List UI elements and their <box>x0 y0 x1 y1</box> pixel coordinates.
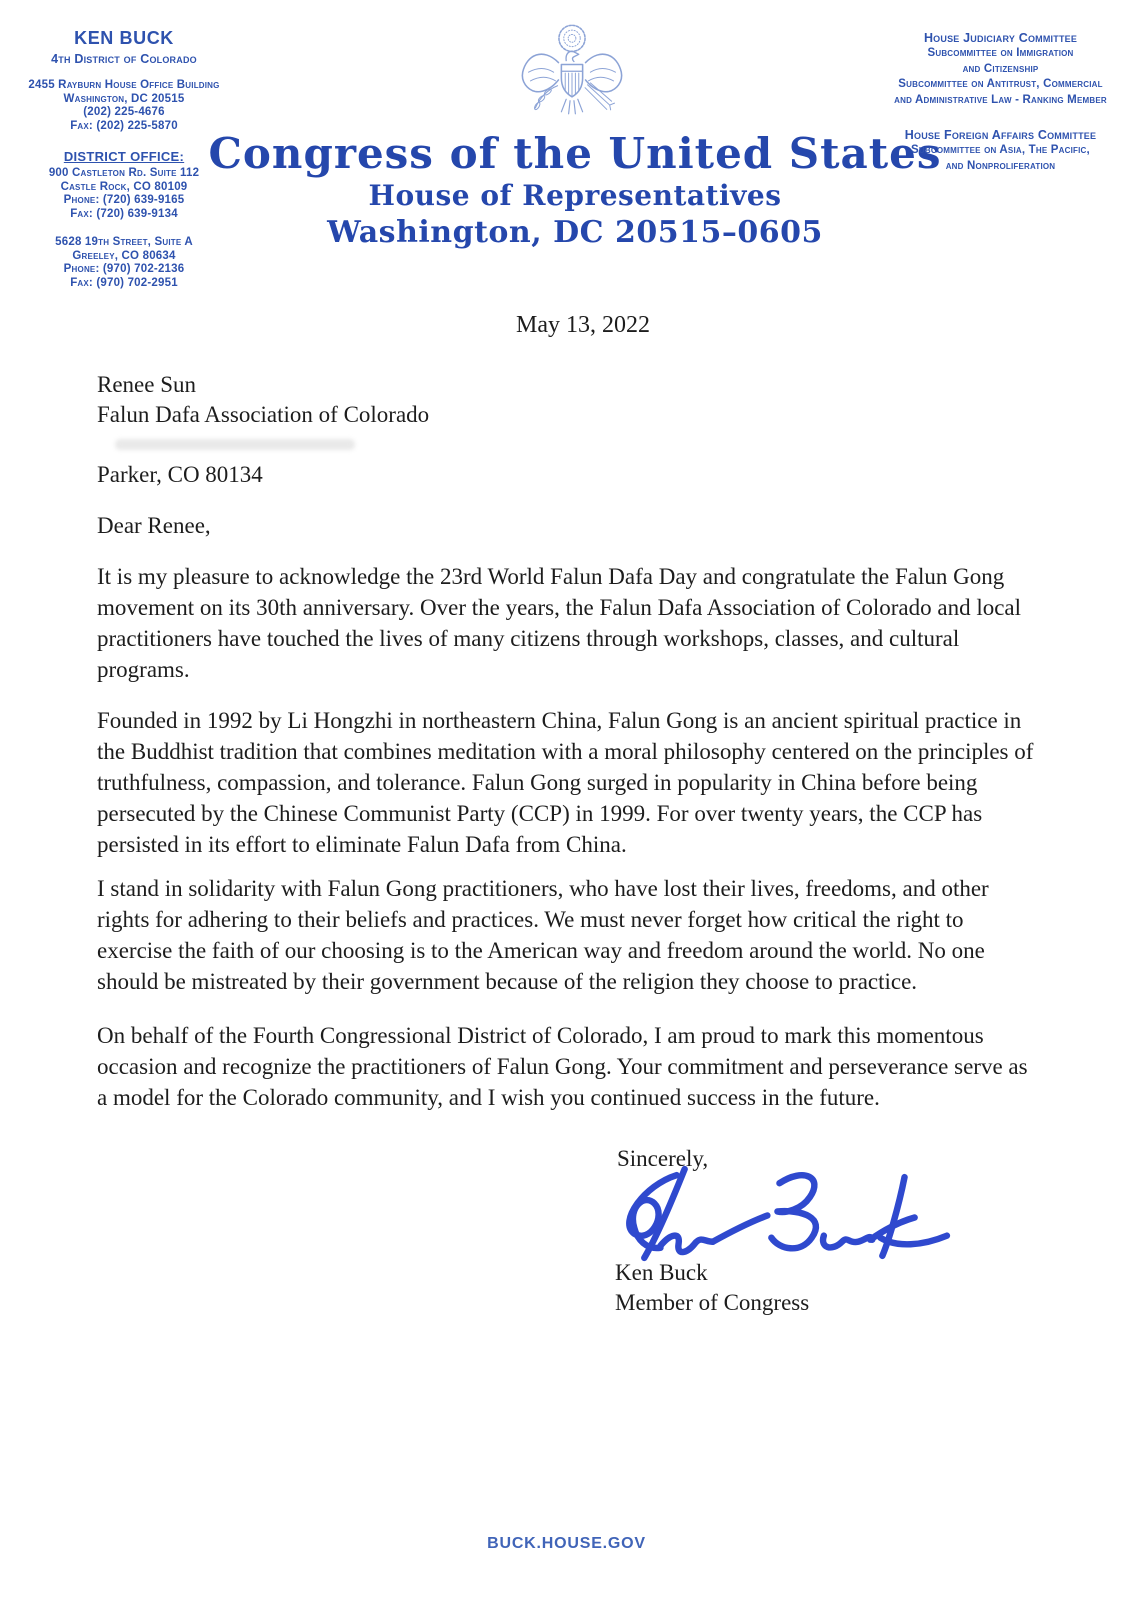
address-line: Greeley, CO 80634 <box>72 249 176 262</box>
subcommittee-line: Subcommittee on Immigration <box>927 47 1074 59</box>
signer-title: Member of Congress <box>615 1290 810 1315</box>
subcommittee-line: and Nonproliferation <box>945 159 1056 172</box>
subcommittee-line: Subcommittee on Antitrust, Commercial <box>898 78 1103 90</box>
fax-line: Fax: (720) 639-9134 <box>70 207 178 220</box>
committee-title: House Judiciary Committee <box>923 31 1078 45</box>
address-line: 5628 19th Street, Suite A <box>55 236 193 248</box>
district-office-heading: DISTRICT OFFICE: <box>63 149 185 164</box>
congress-great-seal-icon <box>514 20 630 136</box>
body-paragraph-4: On behalf of the Fourth Congressional District of Colorado, I am proud to mark this momentous occasion and recognize the practitioners of Falun Gong. Your commitment and perseverance serve as a model for the Colorado community, and I wish you continued success in the future. <box>97 1023 1028 1110</box>
phone-line: Phone: (970) 702-2136 <box>63 263 185 275</box>
letterhead-washington-line: Washington, DC 20515–0605 <box>327 215 823 250</box>
phone-line: (202) 225-4676 <box>83 106 165 118</box>
address-line: 900 Castleton Rd. Suite 112 <box>48 167 200 179</box>
handwritten-signature-icon <box>610 1163 958 1269</box>
fax-line: Fax: (202) 225-5870 <box>70 119 178 132</box>
letter-date: May 13, 2022 <box>516 312 650 338</box>
website-footer: BUCK.HOUSE.GOV <box>487 1535 646 1552</box>
signer-printed-name: Ken Buck <box>615 1260 708 1285</box>
committee-title: House Foreign Affairs Committee <box>904 128 1097 142</box>
fax-line: Fax: (970) 702-2951 <box>70 276 178 289</box>
subcommittee-line: Subcommittee on Asia, The Pacific, <box>911 144 1090 156</box>
address-line: Washington, DC 20515 <box>63 92 185 105</box>
recipient-city-line: Parker, CO 80134 <box>97 462 263 487</box>
redaction-smudge <box>115 439 355 450</box>
letterhead-house-line: House of Representatives <box>368 179 782 212</box>
subcommittee-line: and Citizenship <box>962 62 1039 75</box>
address-line: Castle Rock, CO 80109 <box>60 180 188 193</box>
body-paragraph-2: Founded in 1992 by Li Hongzhi in northeastern China, Falun Gong is an ancient spiritual practice in the Buddhist tradition that combines meditation with a moral philosophy centered on the principles of truthfulness, compassion, and tolerance. Falun Gong surged in popularity in China before being persecuted by the Chinese Communist Party (CCP) in 1999. For over twenty years, the CCP has persisted in its effort to eliminate Falun Dafa from China. <box>97 708 1034 857</box>
salutation: Dear Renee, <box>97 513 211 538</box>
body-paragraph-3: I stand in solidarity with Falun Gong practitioners, who have lost their lives, freedoms, and other rights for adhering to their beliefs and practices. We must never forget how critical the right to exercise the faith of our choosing is to the American way and freedom around the world. No one should be mistreated by their government because of the religion they choose to practice. <box>97 876 989 994</box>
committee-assignments-block <box>833 30 1133 174</box>
recipient-name: Renee Sun <box>97 372 197 397</box>
member-district: 4th District of Colorado <box>51 52 197 66</box>
dc-office-address <box>8 79 240 133</box>
phone-line: Phone: (720) 639-9165 <box>63 194 185 206</box>
redacted-address-line <box>97 430 429 460</box>
subcommittee-line: and Administrative Law - Ranking Member <box>894 93 1107 106</box>
member-name: KEN BUCK <box>74 28 174 48</box>
closing-word: Sincerely, <box>617 1146 709 1171</box>
letterhead-congress-line: Congress of the United States <box>208 129 942 178</box>
address-line: 2455 Rayburn House Office Building <box>28 79 220 91</box>
recipient-organization: Falun Dafa Association of Colorado <box>97 402 430 427</box>
body-paragraph-1: It is my pleasure to acknowledge the 23rd World Falun Dafa Day and congratulate the Falun Gong movement on its 30th anniversary. Over the years, the Falun Dafa Association of Colorado and local practitioners have touched the lives of many citizens through workshops, classes, and cultural programs. <box>97 564 1022 682</box>
recipient-address-block <box>97 370 429 490</box>
